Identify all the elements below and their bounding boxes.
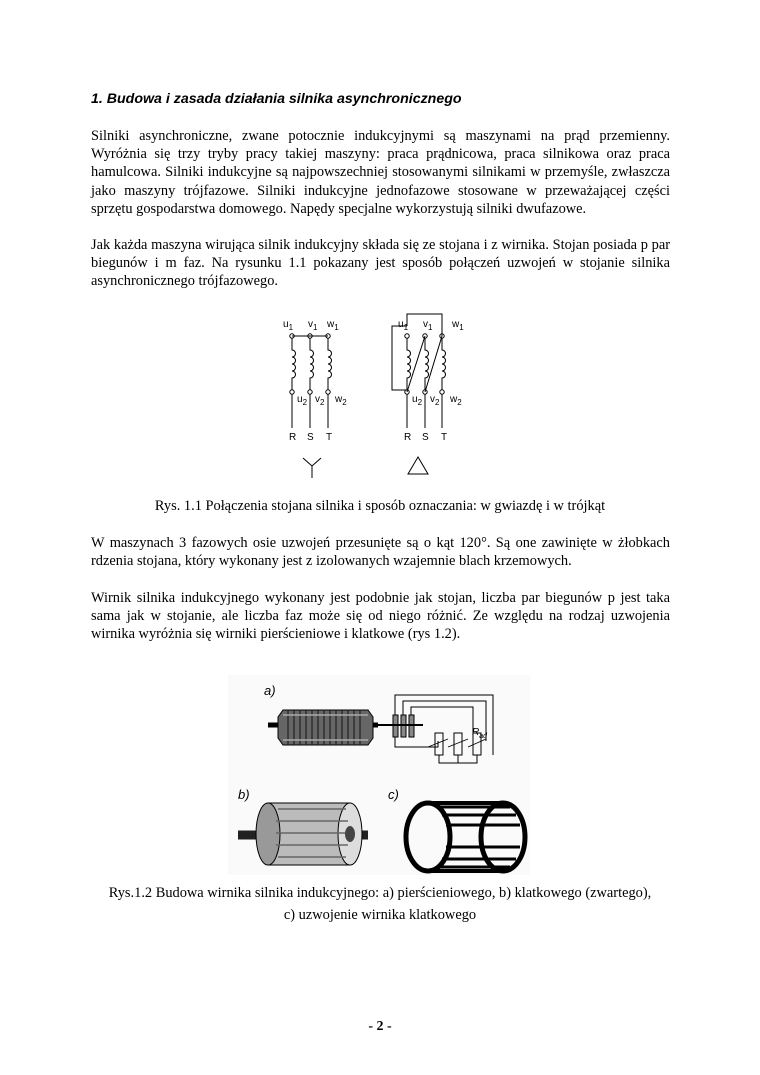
star-symbol-icon [303, 458, 321, 478]
star-top-label-w: $w_1$ [327, 319, 339, 332]
delta-top-label-u: $u_1$ [398, 319, 409, 332]
delta-top-label-v: $v_1$ [423, 319, 433, 332]
star-bottom-label-u: $u_2$ [297, 394, 308, 407]
delta-bottom-label-w: $w_2$ [450, 394, 462, 407]
delta-symbol-icon [408, 457, 428, 474]
delta-phase-s: S [422, 432, 429, 443]
figure2-label-a: a) [264, 683, 276, 698]
delta-phase-r: R [404, 432, 412, 443]
resistor-label: $R_{ad}$ [472, 727, 488, 740]
figure2-label-b: b) [238, 787, 250, 802]
paragraph-intro: Silniki asynchroniczne, zwane potocznie indukcyjnymi są maszynami na prąd przemienny. Wyróżnia się trzy tryby pracy takiej maszyny: praca prądnicowa, praca silnikowa oraz praca hamulcowa. Silniki indukcyjne są najpowszechniej stosowanymi silnikami w przemyśle, zwłaszcza jako maszyny trójfazowe. Silniki indukcyjne jednofazowe stosowane w przeważającej części sprzętu gospodarstwa domowego. Napędy specjalne wykorzystują silniki dwufazowe. [91, 128, 670, 217]
figure2-label-c: c) [388, 787, 399, 802]
delta-winding-v [423, 334, 442, 428]
figure-stator-connections [270, 310, 500, 485]
star-bottom-label-v: $v_2$ [315, 394, 325, 407]
delta-top-label-w: $w_1$ [452, 319, 464, 332]
star-bottom-label-w: $w_2$ [335, 394, 347, 407]
paragraph-winding-axes: W maszynach 3 fazowych osie uzwojeń przesunięte są o kąt 120°. Są one zawinięte w żłobkach rdzenia stojana, który wykonany jest z izolowanych wzajemnie blach krzemowych. [91, 535, 670, 570]
paragraph-stator: Jak każda maszyna wirująca silnik indukcyjny składa się ze stojana i z wirnika. Stojan posiada p par biegunów i m faz. Na rysunku 1.1 pokazany jest sposób połączeń uzwojeń w stojanie silnika asynchronicznego trójfazowego. [91, 237, 670, 290]
delta-bottom-label-u: $u_2$ [412, 394, 423, 407]
star-winding-w [326, 334, 332, 428]
figure2-caption-line1: Rys.1.2 Budowa wirnika silnika indukcyjnego: a) pierścieniowego, b) klatkowego (zwartego), [108, 885, 652, 901]
star-winding-v [308, 334, 314, 428]
page-number: - 2 - [368, 1019, 392, 1034]
delta-winding-w [440, 334, 446, 428]
star-top-label-v: $v_1$ [308, 319, 318, 332]
figure1-caption: Rys. 1.1 Połączenia stojana silnika i sposób oznaczania: w gwiazdę i w trójkąt [154, 498, 606, 514]
figure2-caption-line2: c) uzwojenie wirnika klatkowego [283, 907, 477, 923]
delta-bottom-label-v: $v_2$ [430, 394, 440, 407]
section-heading: 1. Budowa i zasada działania silnika asynchronicznego [91, 91, 462, 107]
star-winding-u [290, 334, 296, 428]
star-phase-t: T [326, 432, 333, 443]
delta-winding-u [405, 334, 425, 428]
star-top-label-u: $u_1$ [283, 319, 294, 332]
delta-phase-t: T [441, 432, 448, 443]
star-phase-s: S [307, 432, 314, 443]
star-phase-r: R [289, 432, 297, 443]
figure-rotor-construction [228, 675, 530, 875]
paragraph-rotor: Wirnik silnika indukcyjnego wykonany jest podobnie jak stojan, liczba par biegunów p jest taka sama jak w stojanie, ale liczba faz może się od niego różnić. Ze względu na rodzaj uzwojenia wirnika wyróżnia się wirniki pierścieniowe i klatkowe (rys 1.2). [91, 590, 670, 643]
